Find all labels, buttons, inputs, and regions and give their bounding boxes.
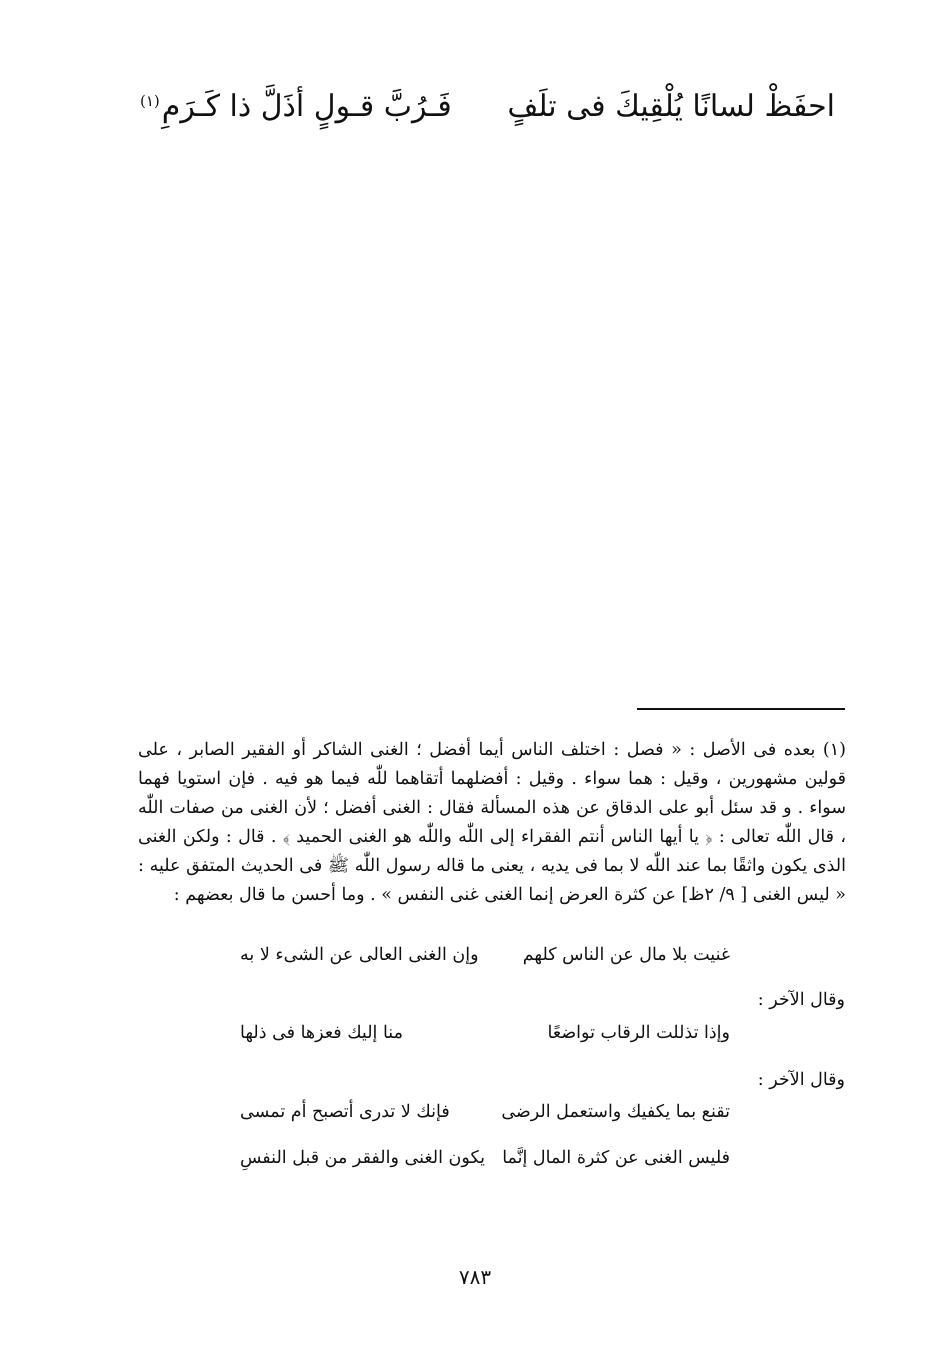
poem-line-3-right: تقنع بما يكفيك واستعمل الرضى [501, 1102, 730, 1122]
verse-second-hemistich-text: فَـرُبَّ قـولٍ أذَلَّ ذا كَـرَمِ [161, 89, 452, 124]
poem-line-4-left: يكون الغنى والفقر من قبل النفسِ [240, 1148, 485, 1168]
footnote-text: (١) بعده فى الأصل : « فصل : اختلف الناس أيما أفضل ؛ الغنى الشاكر أو الفقير الصابر ، على قولين مشهورين ، وقيل : هما سواء . وقيل : أفضلهما أتقاهما للّٰه فيما هو فيه . فإن استويا فهما سواء . و قد سئل أبو على الدقاق عن هذه المسألة فقال : الغنى أفضل ؛ لأن الغنى من صفات اللّٰه ، قال اللّٰه تعالى : ﴿ يا أيها الناس أنتم الفقراء إلى اللّٰه واللّٰه هو الغنى الحميد ﴾ . قال : ولكن الغنى الذى يكون واثقًا بما عند اللّٰه لا بما فى يديه ، يعنى ما قاله رسول اللّٰه ﷺ فى الحديث المتفق عليه : « ليس الغنى [ ٩/ ٢ظ] عن كثرة العرض إنما الغنى غنى النفس » . وما أحسن ما قال بعضهم : [138, 740, 846, 905]
footnote-marker: (١) [140, 92, 160, 110]
poem-line-1-right: غنيت بلا مال عن الناس كلهم [522, 945, 730, 965]
poem-line-4 [240, 1144, 730, 1172]
footnote-block [138, 736, 846, 910]
poem-line-3-left: فإنك لا تدرى أتصبح أم تمسى [240, 1102, 450, 1122]
poem-line-1-left: وإن الغنى العالى عن الشىء لا به [240, 945, 479, 965]
verse-second-hemistich [140, 82, 452, 132]
poem-line-1 [240, 941, 730, 969]
poem-line-4-right: فليس الغنى عن كثرة المال إنَّما [502, 1148, 730, 1168]
attribution-2: وقال الآخر : [757, 1070, 845, 1090]
page-number: ٧٨٣ [458, 1265, 492, 1289]
poem-line-2-right: وإذا تذللت الرقاب تواضعًا [547, 1023, 730, 1043]
footnote-separator [637, 708, 845, 710]
main-verse [140, 82, 835, 132]
verse-first-hemistich: احفَظْ لسانًا يُلْقِيكَ فى تلَفٍ [507, 89, 835, 124]
poem-line-2 [240, 1019, 730, 1047]
poem-line-3 [240, 1098, 730, 1126]
attribution-1: وقال الآخر : [757, 990, 845, 1010]
poem-line-2-left: منا إليك فعزها فى ذلها [240, 1023, 403, 1043]
